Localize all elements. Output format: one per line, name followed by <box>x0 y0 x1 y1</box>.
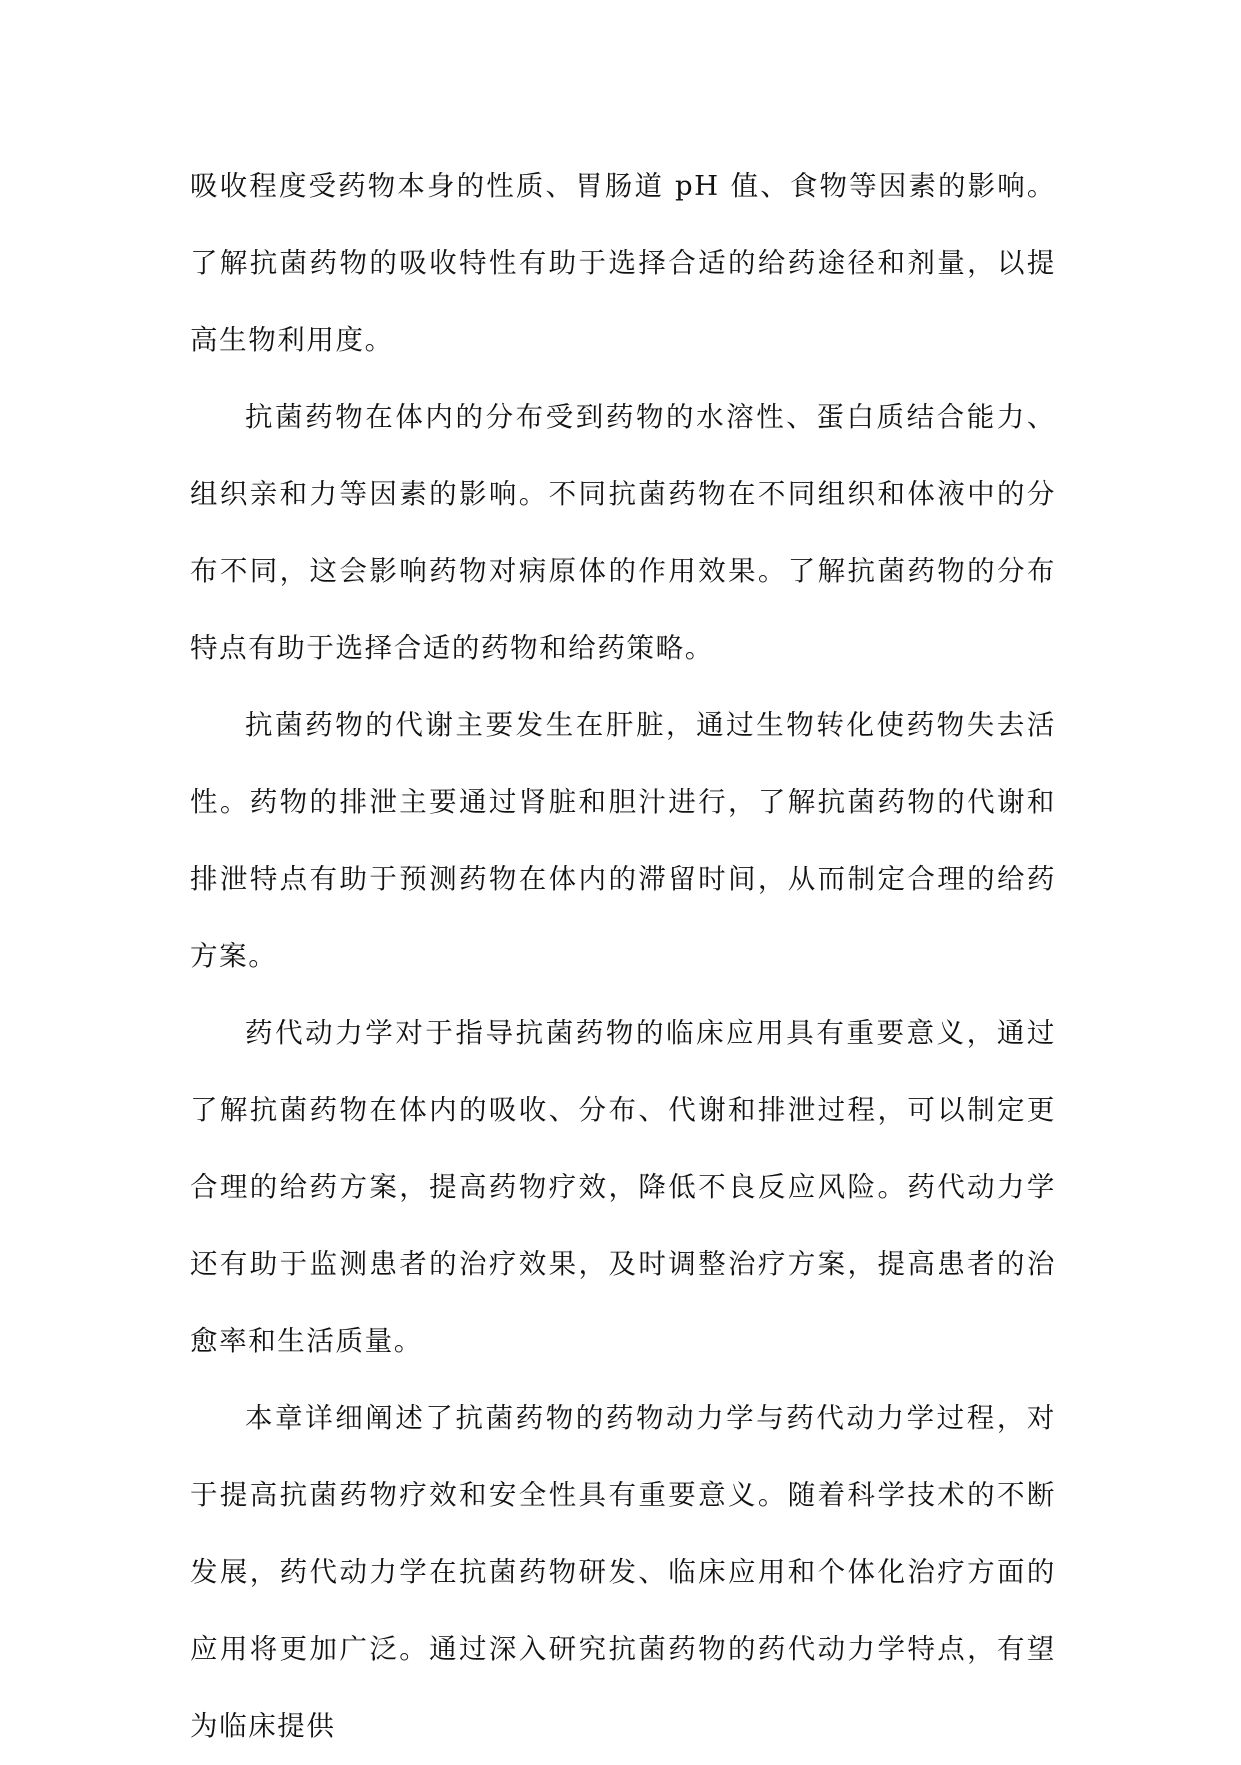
paragraph-absorption: 吸收程度受药物本身的性质、胃肠道 pH 值、食物等因素的影响。了解抗菌药物的吸收特性有助于选择合适的给药途径和剂量，以提高生物利用度。 <box>190 170 1056 356</box>
paragraph-distribution: 抗菌药物在体内的分布受到药物的水溶性、蛋白质结合能力、组织亲和力等因素的影响。不同抗菌药物在不同组织和体液中的分布不同，这会影响药物对病原体的作用效果。了解抗菌药物的分布特点有助于选择合适的药物和给药策略。 <box>190 401 1056 664</box>
paragraph-clinical-significance: 药代动力学对于指导抗菌药物的临床应用具有重要意义，通过了解抗菌药物在体内的吸收、分布、代谢和排泄过程，可以制定更合理的给药方案，提高药物疗效，降低不良反应风险。药代动力学还有助于监测患者的治疗效果，及时调整治疗方案，提高患者的治愈率和生活质量。 <box>190 1017 1056 1357</box>
paragraph-chapter-summary: 本章详细阐述了抗菌药物的药物动力学与药代动力学过程，对于提高抗菌药物疗效和安全性具有重要意义。随着科学技术的不断发展，药代动力学在抗菌药物研发、临床应用和个体化治疗方面的应用将更加广泛。通过深入研究抗菌药物的药代动力学特点，有望为临床提供 <box>190 1402 1056 1742</box>
body-text <box>190 148 1056 1765</box>
paragraph-metabolism-excretion: 抗菌药物的代谢主要发生在肝脏，通过生物转化使药物失去活性。药物的排泄主要通过肾脏和胆汁进行，了解抗菌药物的代谢和排泄特点有助于预测药物在体内的滞留时间，从而制定合理的给药方案。 <box>190 709 1056 972</box>
